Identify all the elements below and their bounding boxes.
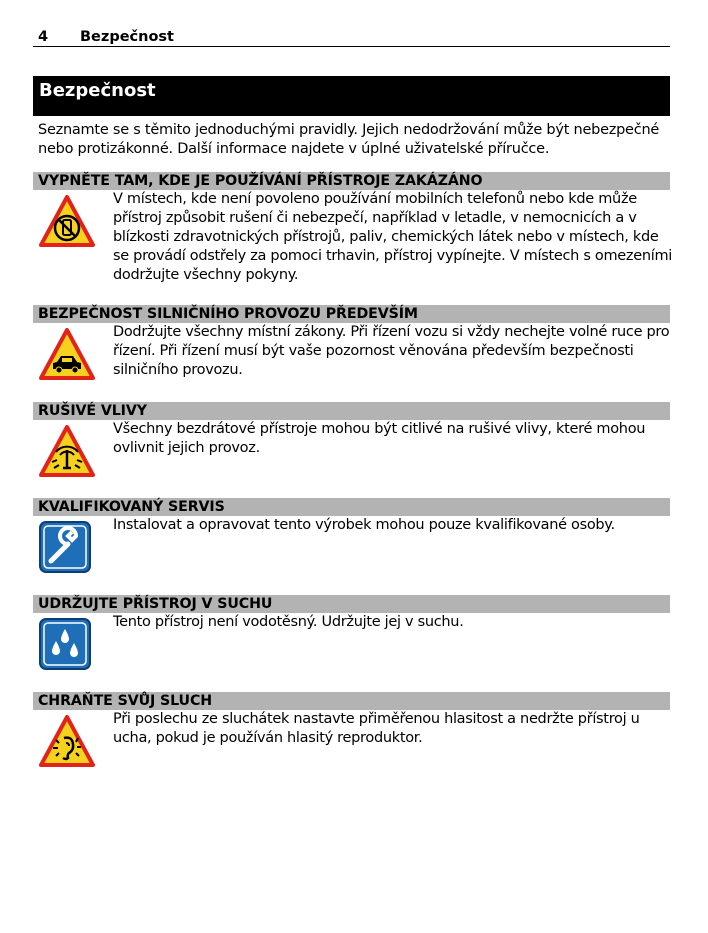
section-title-bar — [33, 76, 670, 116]
no-phone-warning-icon — [38, 194, 96, 248]
page-title: Bezpečnost — [39, 80, 156, 101]
section-text: Tento přístroj není vodotěsný. Udržujte jej v suchu. — [113, 614, 464, 630]
section-protect-hearing — [33, 692, 670, 746]
page-header — [33, 29, 670, 47]
interference-warning-icon — [38, 424, 96, 478]
section-heading: BEZPEČNOST SILNIČNÍHO PROVOZU PŘEDEVŠÍM — [33, 305, 670, 323]
water-drops-icon — [38, 617, 96, 671]
section-text: Dodržujte všechny místní zákony. Při řízení vozu si vždy nechejte volné ruce pro řízení. Při řízení musí být vaše pozornost věnována především bezpečnosti silničního provozu. — [113, 324, 670, 378]
section-interference — [33, 402, 670, 456]
wrench-icon — [38, 520, 96, 574]
car-warning-icon — [38, 327, 96, 381]
section-heading: RUŠIVÉ VLIVY — [33, 402, 670, 420]
section-text: Při poslechu ze sluchátek nastavte přiměřenou hlasitost a nedržte přístroj u ucha, pokud je používán hlasitý reproduktor. — [113, 711, 640, 746]
section-heading: KVALIFIKOVANÝ SERVIS — [33, 498, 670, 516]
section-heading: UDRŽUJTE PŘÍSTROJ V SUCHU — [33, 595, 670, 613]
page-number: 4 — [38, 29, 49, 45]
section-text: Instalovat a opravovat tento výrobek mohou pouze kvalifikované osoby. — [113, 517, 615, 533]
section-qualified-service — [33, 498, 670, 533]
section-text: Všechny bezdrátové přístroje mohou být citlivé na rušivé vlivy, které mohou ovlivnit jejich provoz. — [113, 421, 646, 456]
section-road-safety — [33, 305, 670, 378]
section-text: V místech, kde není povoleno používání mobilních telefonů nebo kde může přístroj způsobit rušení či nebezpečí, například v letadle, v nemocnicích a v blízkosti zdravotnických přístrojů, paliv, chemických látek nebo v místech, kde se provádí odstřely za pomoci trhavin, přístroj vypínejte. V místech s omezeními dodržujte všechny pokyny. — [113, 191, 673, 283]
section-keep-dry — [33, 595, 670, 630]
header-title: Bezpečnost — [80, 29, 174, 45]
hearing-warning-icon — [38, 714, 96, 768]
section-heading: VYPNĚTE TAM, KDE JE POUŽÍVÁNÍ PŘÍSTROJE ZAKÁZÁNO — [33, 172, 670, 190]
intro-paragraph: Seznamte se s těmito jednoduchými pravidly. Jejich nedodržování může být nebezpečné nebo protizákonné. Další informace najdete v úplné uživatelské příručce. — [38, 122, 660, 157]
section-switch-off — [33, 172, 673, 283]
section-heading: CHRAŇTE SVŮJ SLUCH — [33, 692, 670, 710]
